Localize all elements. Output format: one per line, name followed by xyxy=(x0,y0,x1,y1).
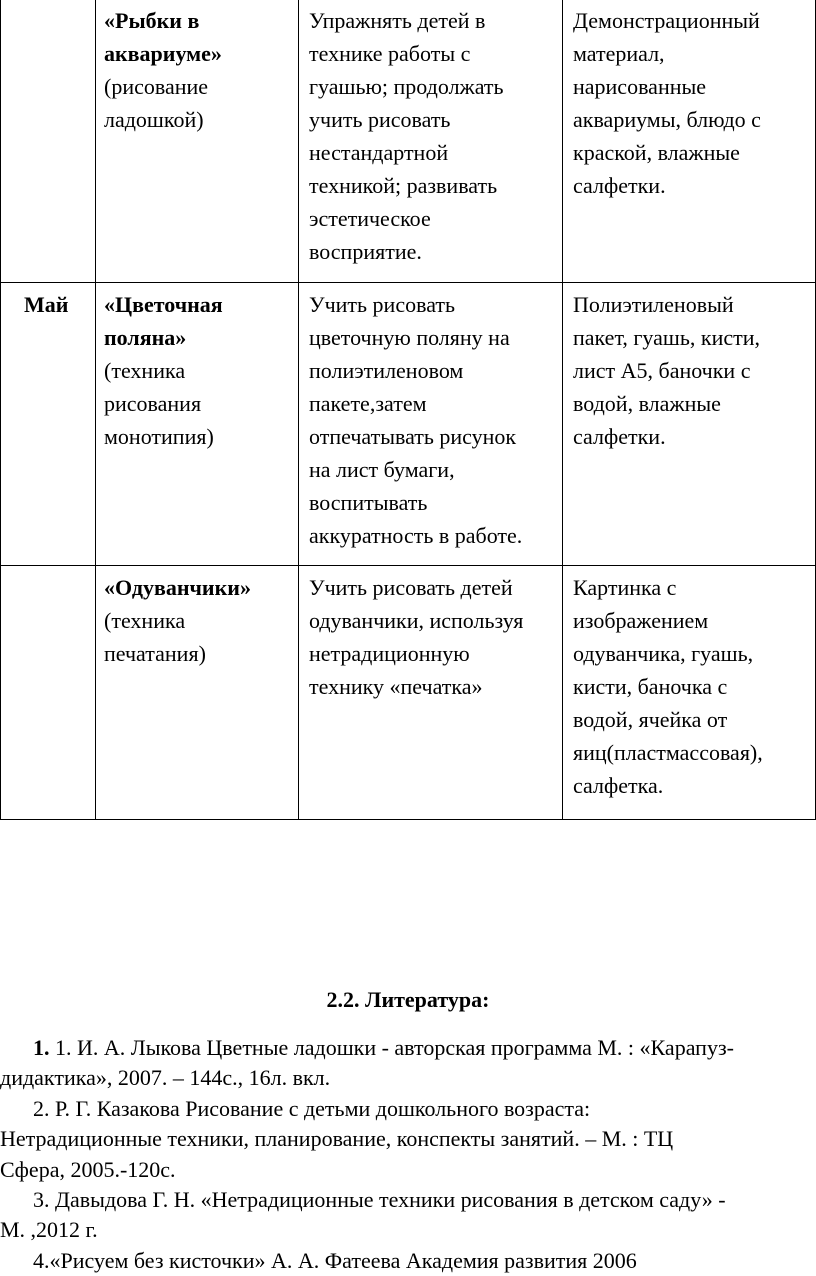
row1-material-line: Демонстрационный xyxy=(573,8,760,33)
row1-goal-line: Упражнять детей в xyxy=(309,8,486,33)
literature-list xyxy=(0,1033,816,1276)
literature-item-3: 3. Давыдова Г. Н. «Нетрадиционные техники рисования в детском саду» - xyxy=(33,1187,726,1213)
table-divider-1 xyxy=(95,0,96,820)
row3-goal-cell xyxy=(309,571,523,703)
row1-material-line: нарисованные xyxy=(573,74,707,99)
row1-goal-line: восприятие. xyxy=(309,239,422,264)
row2-goal-line: воспитывать xyxy=(309,490,428,515)
row3-title-cell xyxy=(104,571,251,670)
row2-subtitle-line3: монотипия) xyxy=(104,424,214,449)
row3-material-cell xyxy=(573,571,763,802)
row1-title-line1: «Рыбки в xyxy=(104,8,200,33)
literature-heading: 2.2. Литература: xyxy=(326,987,490,1012)
row1-material-line: краской, влажные xyxy=(573,140,740,165)
row2-subtitle-line2: рисования xyxy=(104,391,202,416)
table-border-bottom xyxy=(0,819,816,820)
row2-title-cell xyxy=(104,288,223,453)
row2-material-line: лист А5, баночки с xyxy=(573,358,751,383)
row2-goal-line: отпечатывать рисунок xyxy=(309,424,517,449)
row1-material-line: аквариумы, блюдо с xyxy=(573,107,761,132)
literature-item-1-cont: дидактика», 2007. – 144с., 16л. вкл. xyxy=(0,1065,331,1091)
literature-item-1-number: 1. xyxy=(33,1035,50,1060)
row3-material-line: изображением xyxy=(573,608,709,633)
row2-goal-line: на лист бумаги, xyxy=(309,457,455,482)
row-separator-2 xyxy=(0,565,816,566)
row2-material-line: Полиэтиленовый xyxy=(573,292,734,317)
literature-item-1 xyxy=(0,1033,816,1063)
literature-item-2: 2. Р. Г. Казакова Рисование с детьми дошкольного возраста: xyxy=(33,1095,591,1121)
table-divider-2 xyxy=(298,0,299,820)
row3-material-line: Картинка с xyxy=(573,575,677,600)
row1-subtitle-line2: ладошкой) xyxy=(104,107,204,132)
literature-item-3-cont: М. ,2012 г. xyxy=(0,1217,98,1243)
row2-subtitle-line1: (техника xyxy=(104,358,186,383)
row1-material-cell xyxy=(573,4,761,202)
row2-goal-line: цветочную поляну на xyxy=(309,325,510,350)
row1-goal-line: техникой; развивать xyxy=(309,173,498,198)
table-divider-3 xyxy=(562,0,563,820)
row2-month-label: Май xyxy=(24,292,69,317)
row3-title-line1: «Одуванчики» xyxy=(104,575,251,600)
row2-goal-line: Учить рисовать xyxy=(309,292,456,317)
row1-goal-line: гуашью; продолжать xyxy=(309,74,504,99)
row3-goal-line: нетрадиционную xyxy=(309,641,470,666)
row3-material-line: салфетка. xyxy=(573,773,664,798)
row2-material-line: пакет, гуашь, кисти, xyxy=(573,325,760,350)
row1-title-cell xyxy=(104,4,222,136)
row3-material-line: водой, ячейка от xyxy=(573,707,728,732)
literature-item-2-cont: Сфера, 2005.-120с. xyxy=(0,1156,176,1182)
row3-subtitle-line1: (техника xyxy=(104,608,186,633)
row2-goal-cell xyxy=(309,288,522,552)
row1-goal-line: нестандартной xyxy=(309,140,449,165)
row1-title-line2: аквариуме» xyxy=(104,41,222,66)
row2-title-line2: поляна» xyxy=(104,325,187,350)
row1-material-line: материал, xyxy=(573,41,665,66)
row1-subtitle-line1: (рисование xyxy=(104,74,209,99)
row2-month-cell xyxy=(24,288,68,321)
row2-goal-line: пакете,затем xyxy=(309,391,427,416)
row2-material-line: водой, влажные xyxy=(573,391,721,416)
row-separator-1 xyxy=(0,282,816,283)
row2-material-cell xyxy=(573,288,760,453)
row2-goal-line: аккуратность в работе. xyxy=(309,523,523,548)
row1-material-line: салфетки. xyxy=(573,173,666,198)
row3-material-line: кисти, баночка с xyxy=(573,674,728,699)
row3-material-line: яиц(пластмассовая), xyxy=(573,740,763,765)
row2-goal-line: полиэтиленовом xyxy=(309,358,464,383)
row1-goal-line: технике работы с xyxy=(309,41,471,66)
row2-material-line: салфетки. xyxy=(573,424,666,449)
table-border-left xyxy=(0,0,1,820)
row3-subtitle-line2: печатания) xyxy=(104,641,206,666)
literature-item-2-cont: Нетрадиционные техники, планирование, конспекты занятий. – М. : ТЦ xyxy=(0,1126,674,1152)
row3-material-line: одуванчика, гуашь, xyxy=(573,641,754,666)
row2-title-line1: «Цветочная xyxy=(104,292,223,317)
row1-goal-line: учить рисовать xyxy=(309,107,451,132)
row1-goal-cell xyxy=(309,4,504,268)
row3-goal-line: технику «печатка» xyxy=(309,674,483,699)
row1-goal-line: эстетическое xyxy=(309,206,431,231)
row3-goal-line: Учить рисовать детей xyxy=(309,575,513,600)
row3-goal-line: одуванчики, используя xyxy=(309,608,524,633)
literature-item-4: 4.«Рисуем без кисточки» А. А. Фатеева Академия развития 2006 xyxy=(33,1247,637,1273)
literature-item-1-text: 1. И. А. Лыкова Цветные ладошки - авторская программа М. : «Карапуз- xyxy=(49,1035,734,1060)
